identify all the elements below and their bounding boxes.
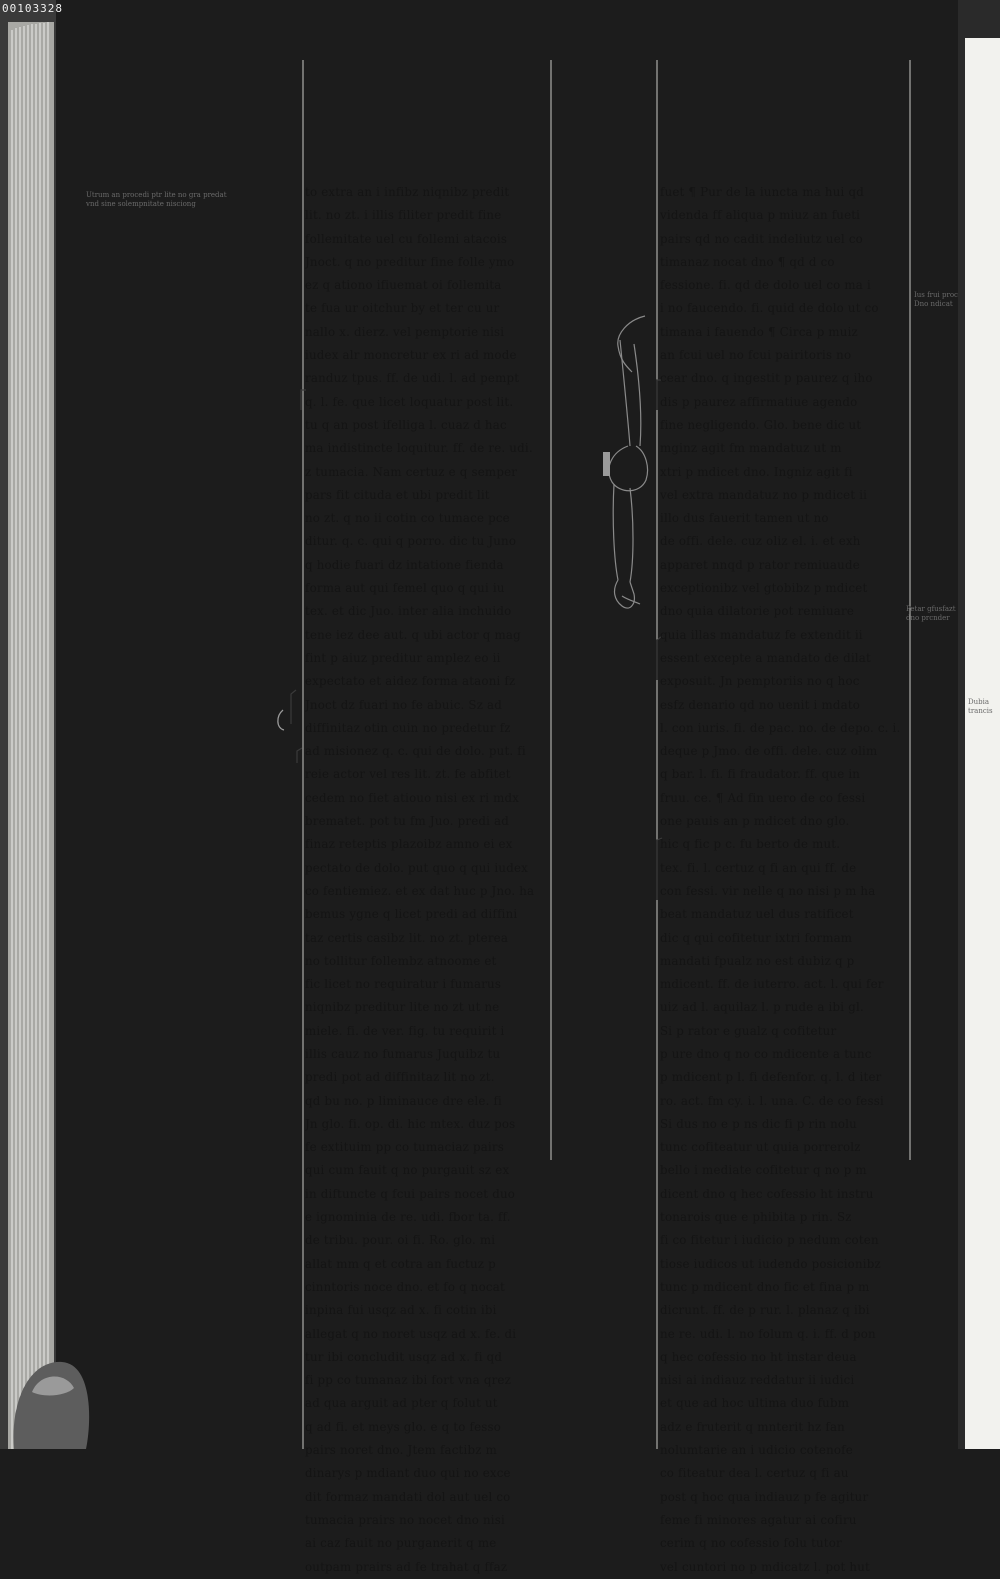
text-line: no tollitur follembz atnoome et — [305, 953, 497, 968]
text-line: dinarys p mdiant duo qui no exce — [305, 1466, 511, 1481]
text-line: p ure dno q no co mdicente a tunc — [660, 1046, 872, 1061]
text-line: de tribu. pour. oi fi. Ro. glo. mi — [305, 1233, 496, 1248]
next-leaf-sliver — [965, 38, 1000, 1449]
text-line: inpina fui usqz ad x. fi cotin ibi — [305, 1303, 497, 1318]
text-line: cedem no fiet atiouo nisi ex ri mdx — [305, 790, 520, 805]
text-line: q ad fi. et meys glo. e q to fesso — [305, 1419, 502, 1434]
text-line: mandati fpualz no est dubiz q p — [660, 953, 855, 968]
text-line: randuz tpus. ff. de udi. l. ad pempt — [305, 371, 520, 386]
text-line: vel extra mandatuz no p mdicet ii — [660, 487, 868, 502]
text-line: timanaz nocat dno ¶ qd d co — [660, 254, 835, 269]
text-line: con fessi. vir nelle q no nisi p m ha — [660, 883, 876, 898]
text-line: timana i fauendo ¶ Circa p muiz — [660, 324, 858, 339]
text-line: esfz denario qd no uenit i mdato — [660, 697, 861, 712]
text-line: hic q fic p c. fu berto de mut. — [660, 837, 841, 852]
text-line: miele. fi. de ver. fig. tu requirit i — [305, 1023, 505, 1038]
text-line: Jnoct. q no preditur fine folle ymo — [305, 254, 515, 269]
marginal-gloss-right-3 — [968, 698, 1000, 716]
text-line: nallo x. dierz. vel pemptorie nisi — [305, 324, 505, 339]
text-line: te fua ur oitchur by et ter cu ur — [305, 301, 500, 316]
text-line: ez q ationo ifiuemat oi follemita — [305, 278, 502, 293]
text-line: fe extituim pp co tumaciaz pairs — [305, 1140, 504, 1155]
text-line: qui cum fauit q no purgauit sz ex — [305, 1163, 510, 1178]
text-line: co fentiemiez. et ex dat huc p Jno. ha — [305, 883, 535, 898]
text-line: bemus ygne q licet predi ad diffini — [305, 907, 518, 922]
text-line: tex. et dic Juo. inter alia inchuido — [305, 604, 512, 619]
gloss-line: dno prcnder — [906, 614, 950, 622]
text-line: fuet ¶ Pur de la iuncta ma hui qd — [660, 185, 864, 199]
text-line: pairs qd no cadit indeliutz uel co — [660, 231, 863, 246]
text-line: outpam prairs ad fe trahat q ffaz — [305, 1559, 508, 1574]
text-line: q hec cofessio no ht instar deua — [660, 1349, 857, 1364]
text-line: ad misionez q. c. qui de dolo. put. fi — [305, 744, 526, 759]
text-line: ad qua arguit ad pter q folut ut — [305, 1396, 498, 1411]
text-line: nisi ai indiauz reddatur ii iudici — [660, 1373, 855, 1388]
text-line: dicrunt. ff. de p rur. l. planaz q ibi — [660, 1303, 870, 1318]
pencil-mark — [278, 710, 284, 730]
text-line: beat mandatuz uel dus ratificet — [660, 907, 854, 922]
text-line: to extra an i infibz niqnibz predit — [305, 185, 510, 199]
text-line: no zt. q no ii cotin co tumace pce — [305, 511, 510, 526]
text-line: ro. act. fm cy. i. l. una. C. de co fessi — [660, 1093, 884, 1108]
text-line: diffinitaz otin cuin no predetur fz — [305, 720, 511, 735]
gloss-line: Dno ndicat — [914, 300, 953, 308]
text-line: post q hoc qua indiauz p fe agitur — [660, 1489, 869, 1504]
text-line: ma indistincte loquitur. ff. de re. udi. — [305, 441, 533, 456]
marginal-gloss-top-left — [86, 191, 270, 209]
text-line: exposuit. Jn pemptoriis no q hoc — [660, 674, 860, 689]
text-line: mginz agit fm mandatuz ut m — [660, 441, 842, 456]
text-line: mdicent. ff. de iuterro. act. l. qui fer — [660, 977, 884, 992]
text-line: dicent dno q hec cofessio ht instru — [660, 1186, 874, 1201]
text-line: predi pot ad diffinitaz lit no zt. — [305, 1070, 495, 1085]
text-line: dno quia dilatorie pot remiuare — [660, 604, 854, 619]
text-line: nolumtarie an i udicio cotenofe — [660, 1443, 853, 1458]
text-line: feme fi minores agatur ai cofiru — [660, 1512, 857, 1527]
text-line: q hodie fuari dz intatione fienda — [305, 557, 504, 572]
gloss-line: Ius frui proc — [914, 291, 958, 299]
text-line: iudex alr moncretur ex ri ad mode — [305, 348, 517, 363]
text-line: q bar. l. fi. fi fraudator. ff. que in — [660, 767, 861, 782]
text-line: uiz ad l. aquilaz l. p rude a ibi gl. — [660, 1000, 864, 1015]
text-column-right — [660, 181, 908, 1579]
text-line: tene iez dee aut. q ubi actor q mag — [305, 627, 521, 642]
text-line: lit. no zt. i illis filiter predit fine — [305, 208, 502, 223]
text-line: niqnibz preditur lite no zt ut ne — [305, 1000, 500, 1015]
text-line: fine negligendo. Glo. bene dic ut — [660, 417, 862, 432]
text-line: tur ibi concludit usqz ad x. fi qd — [305, 1349, 503, 1364]
text-line: essent excepte a mandato de dilat — [660, 650, 871, 665]
text-line: an fcui uel no fcui pairitoris no — [660, 348, 852, 363]
text-line: expectato et aidez forma ataoni fz — [305, 674, 516, 689]
text-line: apparet nnqd p rator remiuaude — [660, 557, 860, 572]
text-line: ai caz fauit no purganerit q me — [305, 1536, 497, 1551]
text-line: ditur. q. c. qui q porro. dic tu Juno — [305, 534, 517, 549]
text-line: ne re. udi. l. no folum q. i. ff. d pon — [660, 1326, 876, 1341]
text-line: forma aut qui femel quo q qui iu — [305, 581, 505, 596]
gloss-line: Petar gfusfazt — [906, 605, 956, 613]
gloss-line: vnd sine solempnitate nisciong — [86, 200, 196, 208]
text-line: Jn glo. fi. op. di. hic mtex. duz pos — [305, 1116, 516, 1131]
book-fore-edge-pages — [8, 22, 54, 1449]
text-line: allegat q no noret usqz ad x. fe. di — [305, 1326, 517, 1341]
text-line: et que ad hoc ultima duo fubm — [660, 1396, 850, 1411]
text-line: adz e fruterit q mnterit hz fan — [660, 1419, 845, 1434]
text-line: fi pp co tumanaz ibi fort vna qrez — [305, 1373, 512, 1388]
text-line: brematet. pot tu fm Juo. predi ad — [305, 814, 510, 829]
text-line: allat mm q et cotra an fuctuz p — [305, 1256, 496, 1271]
text-line: finaz reteptis plazoibz amno ei ex — [305, 837, 513, 852]
text-line: illo dus fauerit tamen ut no — [660, 511, 829, 526]
text-line: reie actor vel res lit. zt. fe abfitet — [305, 767, 511, 782]
text-line: fint p aiuz preditur amplez eo ii — [305, 650, 501, 665]
text-column-left — [305, 181, 548, 1579]
text-line: fruu. ce. ¶ Ad fin uero de co fessi — [660, 790, 866, 805]
text-line: bello i mediate cofitetur q no p m — [660, 1163, 867, 1178]
marginal-gloss-right-1 — [914, 291, 962, 309]
text-line: vel cuntori no p mdicatz l. pot hut — [660, 1559, 870, 1574]
text-line: cerim q no cofessio folu tutor — [660, 1536, 842, 1551]
archive-folio-id: 00103328 — [2, 2, 63, 15]
text-line: tunc p mdicent dno fic et fina p m — [660, 1279, 870, 1294]
marginal-gloss-right-2 — [906, 605, 962, 623]
text-line: q. l. fe. que licet loquatur post lit. — [305, 394, 514, 409]
text-line: tu q an post ifelliga l. cuaz d hac — [305, 417, 507, 432]
text-line: cinntoris noce dno. et fo q nocat — [305, 1279, 505, 1294]
text-line: tonarois que e phibita p rin. Sz — [660, 1210, 852, 1225]
gloss-line: trancis — [968, 707, 993, 715]
manicule-drawing — [603, 316, 648, 608]
text-line: fessione. fi. qd de dolo uel co ma i — [660, 278, 871, 293]
text-line: z tumacia. Nam certuz e q semper — [305, 464, 518, 479]
text-line: tex. fi. l. certuz q fi an qui ff. de — [660, 860, 857, 875]
text-line: one pauis an p mdicet dno glo. — [660, 814, 850, 829]
text-line: cear dno. q ingestit p paurez q iho — [660, 371, 873, 386]
text-line: videnda ff aliqua p miuz an fueti — [660, 208, 861, 223]
text-line: Si dus no e p ns dic fi p rin nolu — [660, 1116, 857, 1131]
text-line: illis cauz no fumarus Juquibz tu — [305, 1046, 501, 1061]
text-line: deque p Jmo. de offi. dele. cuz olim — [660, 744, 878, 759]
text-line: pectato de dolo. put quo q qui iudex — [305, 860, 528, 875]
text-line: tiose iudicos ut iudendo posicionibz — [660, 1256, 881, 1271]
text-line: Jnoct dz fuari no fe abuic. Sz ad — [305, 697, 503, 712]
text-line: tumacia prairs no nocet dno nisi — [305, 1512, 505, 1527]
gloss-line: Dubia — [968, 698, 990, 706]
text-line: p mdicent p l. fi defenfor. q. l. d iter — [660, 1070, 882, 1085]
text-line: qd bu no. p liminauce dre ele. fi — [305, 1093, 503, 1108]
text-line: e ignominia de re. udi. fbor ta. ff. — [305, 1210, 511, 1225]
text-line: fi co fitetur i iudicio p nedum coten — [660, 1233, 879, 1248]
text-line: xtri p mdicet dno. Ingniz agit fi — [660, 464, 853, 479]
text-line: tunc cofiteatur ut quia porrerolz — [660, 1140, 861, 1155]
gloss-line: Utrum an procedi ptr lite no gra predat — [86, 191, 227, 199]
text-line: dit formaz mandati dol aut uel co — [305, 1489, 511, 1504]
text-line: dic q qui cofitetur ixtri formam — [660, 930, 853, 945]
text-line: co fiteatur dea l. certuz q fi au — [660, 1466, 849, 1481]
text-line: in diftuncte q fcui pairs nocet duo — [305, 1186, 516, 1201]
text-line: pairs noret dno. Jtem factibz m — [305, 1443, 497, 1458]
text-line: pars fit cituda et ubi predit lit — [305, 487, 490, 502]
text-line: Si p rator e gualz q cofitetur — [660, 1023, 837, 1038]
text-line: taz certis casibz lit. no zt. pterea — [305, 930, 509, 945]
text-line: i no faucendo. fi. quid de dolo ut co — [660, 301, 879, 316]
text-line: follemitate uel cu follemi atacois — [305, 231, 508, 246]
text-line: dis p paurez affirmatiue agendo — [660, 394, 858, 409]
text-line: l. con iuris. fi. de pac. no. de depo. c. i. — [660, 720, 901, 735]
text-line: fic licet no requiratur i fumarus — [305, 977, 502, 992]
text-line: quia illas mandatuz fe extendit ii — [660, 627, 863, 642]
text-line: de offi. dele. cuz oliz el. i. et exh — [660, 534, 861, 549]
text-line: exceptionibz vel gtobibz p mdicet — [660, 581, 868, 596]
